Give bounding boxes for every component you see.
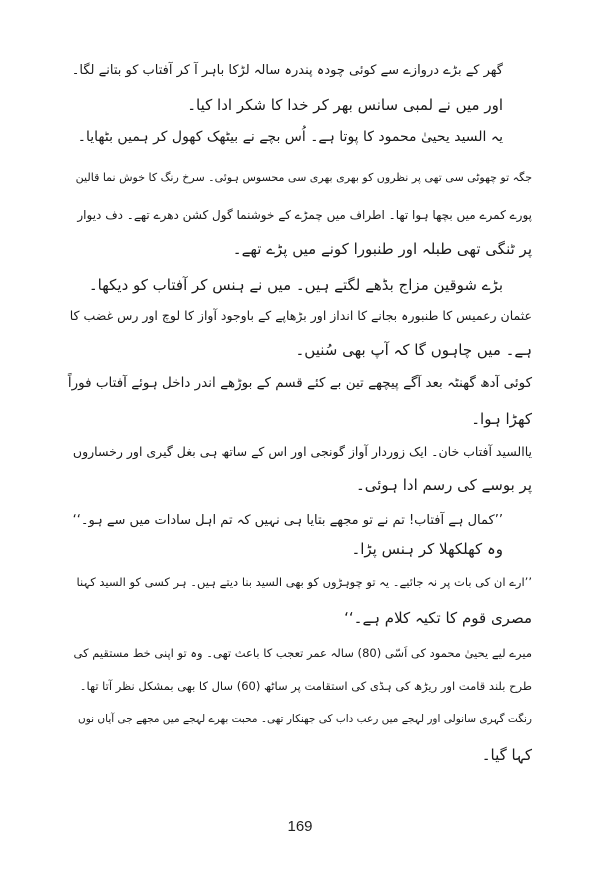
text-line: ’’کمال ہے آفتاب! تم نے تو مجھے بتایا ہی نہیں کہ تم اہل سادات میں سے ہو۔‘‘ (72, 513, 503, 528)
text-line: پر ٹنگی تھی طبلہ اور طنبورا کونے میں پڑے تھے۔ (232, 240, 532, 258)
text-line: بڑے شوقین مزاج بڈھے لگتے ہیں۔ میں نے ہنس کر آفتاب کو دیکھا۔ (88, 276, 503, 294)
text-line: یہ السید یحییٰ محمود کا پوتا ہے۔ اُس بچے نے بیٹھک کھول کر ہمیں بٹھایا۔ (77, 129, 503, 145)
text-line: اور میں نے لمبی سانس بھر کر خدا کا شکر ادا کیا۔ (187, 96, 503, 114)
text-line: طرح بلند قامت اور ریڑھ کی ہڈی کی استقامت پر ساٹھ (60) سال کا بھی بمشکل نظر آتا تھا۔ (79, 679, 532, 693)
page-number: 169 (287, 818, 313, 835)
text-line: گھر کے بڑے دروازے سے کوئی چودہ پندرہ سالہ لڑکا باہر آ کر آفتاب کو بتانے لگا۔ (71, 63, 503, 78)
text-line: ’’ارے ان کی بات پر نہ جائیے۔ یہ تو چوہڑوں کو بھی السید بنا دیتے ہیں۔ ہر کسی کو السید کہنا (76, 575, 532, 589)
text-line: پورے کمرے میں بچھا ہوا تھا۔ اطراف میں چمڑے کے خوشنما گول کشن دھرے تھے۔ دف دیوار (77, 208, 532, 222)
text-line: یاالسید آفتاب خان۔ ایک زوردار آواز گونجی اور اس کے ساتھ ہی بغل گیری اور رخساروں (72, 444, 532, 459)
text-line: ہے۔ میں چاہوں گا کہ آپ بھی سُنیں۔ (295, 341, 532, 359)
text-line: جگہ تو چھوٹی سی تھی پر نظروں کو بھری بھری سی محسوس ہوئی۔ سرخ رنگ کا خوش نما قالین (75, 171, 532, 184)
text-line: میرے لیے یحییٰ محمود کی اَسّی (80) سالہ عمر تعجب کا باعث تھی۔ وہ تو اپنی خط مستقیم کی (73, 646, 532, 660)
text-line: کھڑا ہوا۔ (471, 410, 532, 428)
text-line: مصری قوم کا تکیہ کلام ہے۔‘‘ (344, 609, 532, 627)
text-line: عثمان رعمیس کا طنبورہ بجانے کا انداز اور بڑھاپے کے باوجود آواز کا لوچ اور رس غضب کا (69, 308, 532, 323)
text-line: کوئی آدھ گھنٹہ بعد آگے پیچھے تین بے کئے قسم کے بوڑھے اندر داخل ہوئے آفتاب فوراً (67, 375, 532, 391)
text-line: رنگت گہری سانولی اور لہجے میں رعب داب کی جھنکار تھی۔ محبت بھرے لہجے میں مجھے جی آیاں نوں (78, 713, 532, 725)
text-line: کہا گیا۔ (481, 746, 532, 764)
text-line: پر بوسے کی رسم ادا ہوئی۔ (355, 476, 532, 494)
text-line: وہ کھلکھلا کر ہنس پڑا۔ (351, 540, 503, 558)
